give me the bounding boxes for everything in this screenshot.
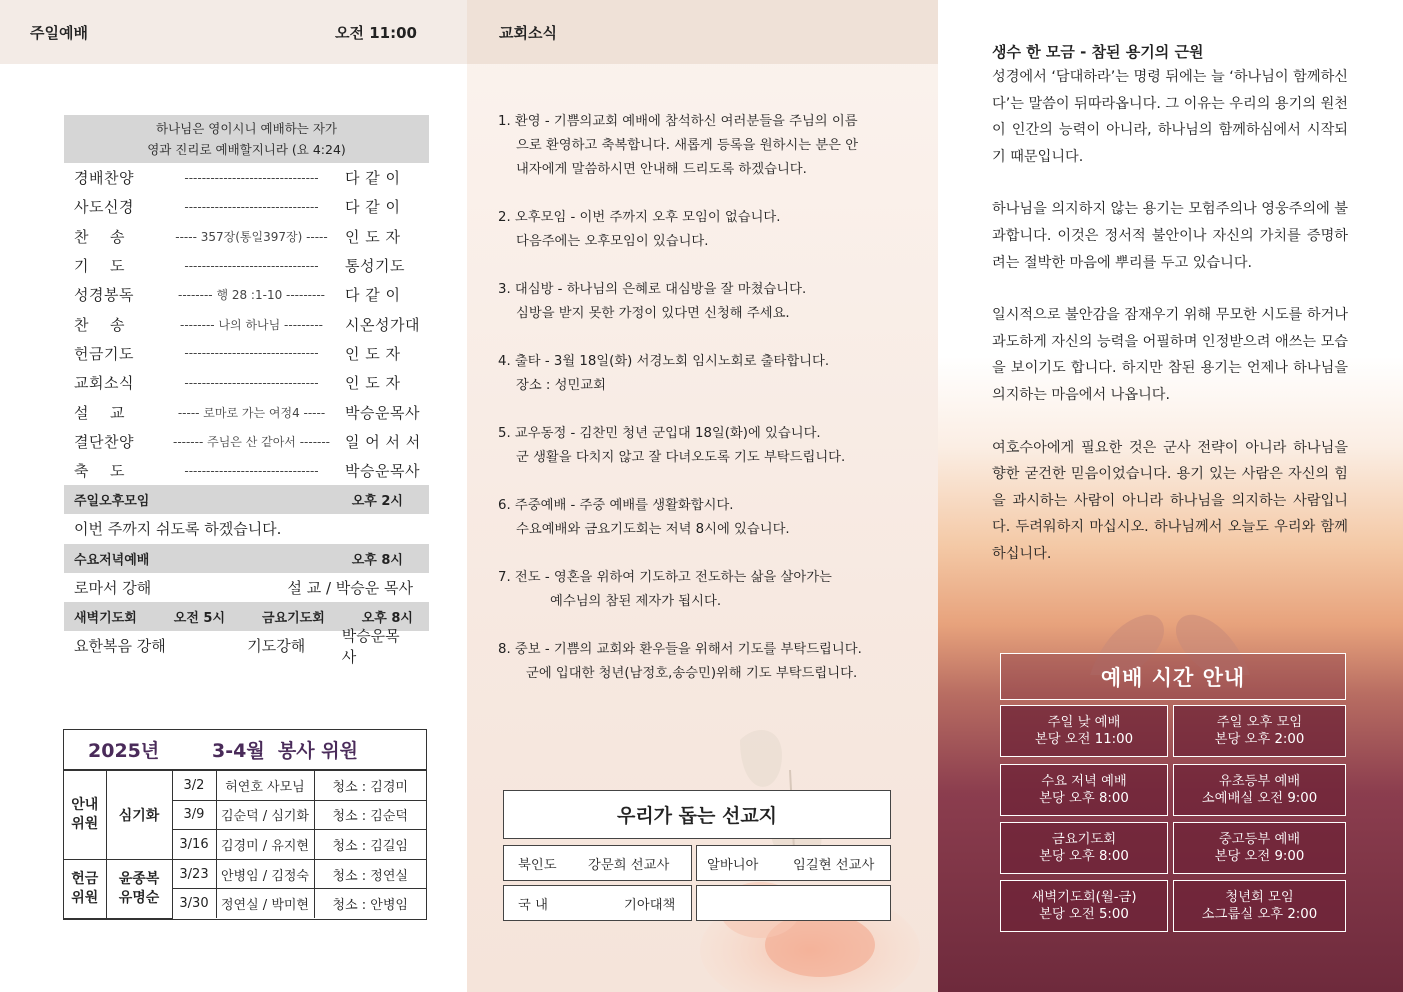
news-item <box>498 350 898 398</box>
offering-names: 윤종복 유명순 <box>106 859 172 918</box>
order-item-name: 결단찬양 <box>74 432 134 451</box>
order-item-name: 성경봉독 <box>74 286 134 305</box>
wednesday-service-row <box>64 573 429 602</box>
usher-group-label: 안내 위원 <box>64 771 106 860</box>
news-line: 으로 환영하고 축복합니다. 새롭게 등록을 원하시는 분은 안 <box>516 138 859 153</box>
schedule-time: 소예배실 오전 9:00 <box>1201 791 1318 806</box>
news-line: 6. 주중예배 - 주중 예배를 생활화합시다. <box>498 498 734 513</box>
news-line: 5. 교우동정 - 김찬민 청년 군입대 18일(화)에 있습니다. <box>498 426 821 441</box>
afternoon-meeting-time: 오후 2시 <box>351 494 403 510</box>
schedule-time: 본당 오전 9:00 <box>1214 849 1305 864</box>
order-item <box>64 280 429 309</box>
order-item-name: 축 도 <box>74 462 126 481</box>
mission-person: 기아대책 <box>624 897 676 913</box>
order-item-leader: 인 도 자 <box>345 227 401 246</box>
news-line: 3. 대심방 - 하나님의 은혜로 대심방을 잘 마쳤습니다. <box>498 282 807 297</box>
order-item-name: 사도신경 <box>74 198 134 217</box>
volunteer-people: 허연호 사모님 <box>216 771 314 801</box>
usher-name: 심기화 <box>106 771 172 860</box>
order-item-detail: ------------------------------- <box>184 375 319 390</box>
schedule-box <box>1173 764 1346 816</box>
news-item <box>498 638 898 686</box>
wednesday-service-header <box>64 544 429 573</box>
schedule-time: 본당 오후 8:00 <box>1039 849 1129 864</box>
volunteer-people: 안병임 / 김정숙 <box>216 859 314 889</box>
news-item <box>498 206 898 254</box>
volunteer-title <box>64 730 426 770</box>
afternoon-meeting-header <box>64 485 429 514</box>
order-item-name: 설 교 <box>74 403 126 422</box>
news-header-title: 교회소식 <box>499 23 557 42</box>
order-item-detail: ------- 주님은 산 같아서 ------- <box>172 434 331 449</box>
schedule-box <box>1173 880 1346 932</box>
news-item <box>498 278 898 326</box>
schedule-box <box>1000 822 1168 874</box>
mission-person: 강문희 선교사 <box>588 857 670 873</box>
order-item <box>64 339 429 368</box>
friday-prayer-time: 오후 8시 <box>361 610 413 626</box>
schedule-name: 새벽기도회(월-금) <box>1031 890 1137 905</box>
news-item <box>498 110 898 182</box>
order-item-leader: 시온성가대 <box>345 315 420 334</box>
volunteer-year: 2025년 <box>88 740 160 762</box>
order-item-name: 헌금기도 <box>74 344 134 363</box>
order-item <box>64 222 429 251</box>
schedule-box <box>1000 880 1168 932</box>
dawn-prayer-time: 오전 5시 <box>173 610 226 626</box>
news-item <box>498 422 898 470</box>
order-of-worship <box>64 115 429 666</box>
volunteer-cleaning: 청소 : 정연실 <box>314 859 426 889</box>
schedule-name: 유초등부 예배 <box>1218 774 1301 789</box>
friday-prayer-title: 금요기도회 <box>261 610 325 626</box>
table-row <box>64 771 426 801</box>
afternoon-meeting-note-row <box>64 514 429 543</box>
schedule-box <box>1173 705 1346 757</box>
mission-person: 임길현 선교사 <box>793 857 875 873</box>
order-item-detail: ------------------------------- <box>184 258 319 273</box>
worship-header <box>0 0 467 64</box>
mission-place: 알바니아 <box>707 857 759 873</box>
news-line: 심방을 받지 못한 가정이 있다면 신청해 주세요. <box>516 306 790 321</box>
afternoon-meeting-title: 주일오후모임 <box>74 494 150 510</box>
mission-box <box>696 845 891 881</box>
news-list <box>498 110 898 710</box>
order-item <box>64 251 429 280</box>
news-line: 예수님의 참된 제자가 됩시다. <box>550 594 722 609</box>
article-title: 생수 한 모금 - 참된 용기의 근원 <box>992 43 1204 61</box>
order-item <box>64 427 429 456</box>
banner-line-1: 하나님은 영이시니 예배하는 자가 <box>156 121 337 136</box>
order-item-name: 찬 송 <box>74 227 126 246</box>
news-line: 4. 출타 - 3월 18일(화) 서경노회 임시노회로 출타합니다. <box>498 354 830 369</box>
friday-subject: 기도강해 <box>247 637 306 655</box>
news-line: 수요예배와 금요기도회는 저녁 8시에 있습니다. <box>516 522 790 537</box>
volunteer-people: 정연실 / 박미현 <box>216 889 314 919</box>
afternoon-meeting-note: 이번 주까지 쉬도록 하겠습니다. <box>74 520 282 539</box>
volunteer-cleaning: 청소 : 안병임 <box>314 889 426 919</box>
news-line: 내자에게 말씀하시면 안내해 드리도록 하겠습니다. <box>516 162 807 177</box>
missions-title: 우리가 돕는 선교지 <box>503 790 891 839</box>
volunteer-cleaning: 청소 : 김순덕 <box>314 800 426 830</box>
news-line: 군 생활을 다치지 않고 잘 다녀오도록 기도 부탁드립니다. <box>516 450 846 465</box>
worship-column <box>0 0 467 992</box>
order-item-detail: -------- 행 28 :1-10 --------- <box>177 288 325 303</box>
schedule-name: 청년회 모임 <box>1225 890 1294 905</box>
order-list <box>64 163 429 485</box>
order-item <box>64 397 429 426</box>
news-column <box>467 0 938 992</box>
order-item-leader: 인 도 자 <box>345 344 401 363</box>
order-item <box>64 163 429 192</box>
order-item-name: 찬 송 <box>74 315 126 334</box>
order-item-leader: 일 어 서 서 <box>345 432 421 451</box>
order-item <box>64 192 429 221</box>
volunteer-date: 3/2 <box>172 771 216 801</box>
order-item-leader: 박승운목사 <box>345 403 420 422</box>
schedule-time: 본당 오전 11:00 <box>1034 732 1134 747</box>
mission-box-empty <box>696 885 891 921</box>
news-line: 장소 : 성민교회 <box>516 378 607 393</box>
wednesday-subject: 로마서 강해 <box>74 578 152 597</box>
schedule-box <box>1000 705 1168 757</box>
news-item <box>498 566 898 614</box>
order-item-leader: 인 도 자 <box>345 374 401 393</box>
mission-box <box>503 845 692 881</box>
dawn-prayer-title: 새벽기도회 <box>74 610 137 626</box>
order-item-detail: ------------------------------- <box>184 170 319 185</box>
volunteer-table <box>63 729 427 920</box>
order-item-detail: -------- 나의 하나님 --------- <box>179 317 323 332</box>
article-paragraph: 일시적으로 불안감을 잠재우기 위해 무모한 시도를 하거나 과도하게 자신의 능력을 어필하며 인정받으려 애쓰는 모습을 보이기도 합니다. 하지만 참된 용기는 언제나 하나님을 의지하는 마음에서 나옵니다. <box>992 307 1348 403</box>
order-item-detail: ------------------------------- <box>184 199 319 214</box>
news-item <box>498 494 898 542</box>
order-item <box>64 368 429 397</box>
order-item-detail: ------------------------------- <box>184 463 319 478</box>
worship-header-title: 주일예배 <box>30 23 88 42</box>
volunteer-people: 김경미 / 유지현 <box>216 830 314 860</box>
mission-place: 북인도 <box>518 857 557 873</box>
order-item-leader: 다 같 이 <box>345 198 401 217</box>
article-paragraph: 여호수아에게 필요한 것은 군사 전략이 아니라 하나님을 향한 굳건한 믿음이었습니다. 용기 있는 사람은 자신의 힘을 과시하는 사람이 아니라 하나님을 의지하는 사람입니다. 두려워하지 마십시오. 하나님께서 오늘도 우리와 함께 하십니다. <box>992 439 1348 562</box>
order-item-leader: 다 같 이 <box>345 286 401 305</box>
volunteer-date: 3/23 <box>172 859 216 889</box>
schedule-time: 본당 오후 2:00 <box>1214 732 1305 747</box>
schedule-time: 본당 오전 5:00 <box>1039 907 1129 922</box>
order-item <box>64 456 429 485</box>
order-item-name: 교회소식 <box>74 374 134 393</box>
volunteer-cleaning: 청소 : 김경미 <box>314 771 426 801</box>
dawn-preacher: 박승운목사 <box>341 626 400 666</box>
volunteer-date: 3/16 <box>172 830 216 860</box>
dawn-friday-row <box>64 626 429 666</box>
news-line: 군에 입대한 청년(남정호,송승민)위해 기도 부탁드립니다. <box>526 666 858 681</box>
order-item-detail: ----- 로마로 가는 여정4 ----- <box>177 405 326 420</box>
banner-line-2: 영과 진리로 예배할지니라 (요 4:24) <box>147 142 346 157</box>
wednesday-service-title: 수요저녁예배 <box>74 552 150 568</box>
mission-place: 국 내 <box>518 897 548 913</box>
news-header <box>467 0 938 64</box>
order-item-name: 기 도 <box>74 257 126 276</box>
scripture-banner <box>64 115 429 163</box>
order-item-leader: 박승운목사 <box>345 462 420 481</box>
schedule-time: 본당 오후 8:00 <box>1039 791 1129 806</box>
order-item-leader: 다 같 이 <box>345 169 401 188</box>
devotion-article <box>992 40 1348 594</box>
mission-box <box>503 885 692 921</box>
schedule-name: 주일 오후 모임 <box>1216 715 1303 730</box>
schedule-name: 주일 낮 예배 <box>1047 715 1121 730</box>
schedule-name: 중고등부 예배 <box>1218 832 1301 847</box>
wednesday-preacher: 설 교 / 박승운 목사 <box>287 578 413 597</box>
volunteer-date: 3/9 <box>172 800 216 830</box>
worship-header-time: 오전 11:00 <box>335 23 417 42</box>
schedule-name: 수요 저녁 예배 <box>1041 774 1127 789</box>
news-line: 1. 환영 - 기쁨의교회 예배에 참석하신 여러분들을 주님의 이름 <box>498 114 858 129</box>
news-line: 2. 오후모임 - 이번 주까지 오후 모임이 없습니다. <box>498 210 781 225</box>
volunteer-people: 김순덕 / 심기화 <box>216 800 314 830</box>
volunteer-grid <box>64 770 426 919</box>
schedule-name: 금요기도회 <box>1051 832 1117 847</box>
wednesday-service-time: 오후 8시 <box>351 552 403 568</box>
schedule-time: 소그룹실 오후 2:00 <box>1201 907 1318 922</box>
schedule-box <box>1173 822 1346 874</box>
news-line: 다음주에는 오후모임이 있습니다. <box>516 234 709 249</box>
schedule-box <box>1000 764 1168 816</box>
dawn-subject: 요한복음 강해 <box>74 637 166 655</box>
schedule-title: 예배 시간 안내 <box>1000 653 1346 700</box>
offering-group-label: 헌금 위원 <box>64 859 106 918</box>
volunteer-date: 3/30 <box>172 889 216 919</box>
order-item-detail: ------------------------------- <box>184 346 319 361</box>
news-line: 7. 전도 - 영혼을 위하여 기도하고 전도하는 삶을 살아가는 <box>498 570 832 585</box>
order-item-name: 경배찬양 <box>74 169 134 188</box>
news-line: 8. 중보 - 기쁨의 교회와 환우들을 위해서 기도를 부탁드립니다. <box>498 642 862 657</box>
article-paragraph: 성경에서 ‘담대하라’는 명령 뒤에는 늘 ‘하나님이 함께하신다’는 말씀이 뒤따라옵니다. 그 이유는 우리의 용기의 원천이 인간의 능력이 아니라, 하나님의 함께하심에서 시작되기 때문입니다. <box>992 69 1348 165</box>
order-item <box>64 309 429 338</box>
volunteer-heading: 3-4월 봉사 위원 <box>212 740 358 762</box>
table-row <box>64 859 426 889</box>
order-item-leader: 통성기도 <box>345 257 405 276</box>
article-paragraph: 하나님을 의지하지 않는 용기는 모험주의나 영웅주의에 불과합니다. 이것은 정서적 불안이나 자신의 가치를 증명하려는 절박한 마음에 뿌리를 두고 있습니다. <box>992 201 1348 271</box>
volunteer-cleaning: 청소 : 김길임 <box>314 830 426 860</box>
order-item-detail: ----- 357장(통일397장) ----- <box>175 229 328 244</box>
